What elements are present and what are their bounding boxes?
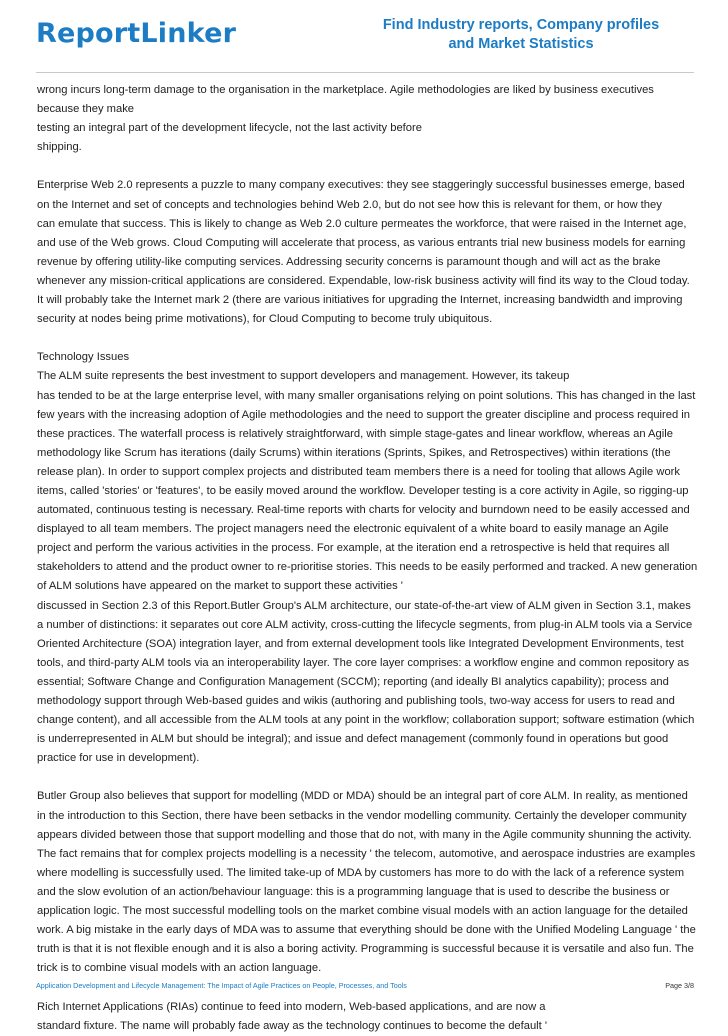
text-line: appears divided between those that support modelling and those that do not, with many in the Agile community shunning the activity.	[37, 828, 692, 841]
text-line: these practices. The waterfall process is relatively straightforward, with simple stage-gates and linear workflow, whereas an Agile	[37, 427, 673, 440]
text-line: standard fixture. The name will probably fade away as the technology continues to become the default '	[37, 1019, 548, 1032]
text-line: displayed to all team members. The project managers need the electronic equivalent of a white board to easily manage an Agile	[37, 523, 669, 536]
text-line: because they make	[37, 103, 135, 116]
text-line: Oriented Architecture (SOA) integration layer, and from external development tools like Integrated Development Environments, test	[37, 637, 684, 650]
header-divider	[36, 72, 694, 73]
text-line: where modelling is successfully used. The limited take-up of MDA by customers has more to do with the lack of a reference system	[37, 866, 685, 879]
document-body	[37, 81, 697, 1036]
text-line: discussed in Section 2.3 of this Report.Butler Group's ALM architecture, our state-of-the-art view of ALM given in Section 3.1, makes	[37, 599, 691, 612]
text-line: and use of the Web grows. Cloud Computing will accelerate that process, as various entrants trial new business models for earning	[37, 236, 686, 249]
text-line: revenue by offering utility-like computing services. Addressing security concerns is paramount though and will act as the brake	[37, 255, 661, 268]
text-line: Rich Internet Applications (RIAs) continue to feed into modern, Web-based applications, and are now a	[37, 1000, 546, 1013]
paragraph-break	[37, 768, 697, 787]
paragraph-break	[37, 329, 697, 348]
text-line: security at nodes being prime motivations), for Cloud Computing to become truly ubiquitous.	[37, 313, 493, 326]
text-line: project and perform the various activities in the process. For example, at the iteration end a retrospective is held that requires all	[37, 542, 670, 555]
text-line: tools, and third-party ALM tools via an interoperability layer. The core layer comprises: a workflow engine and common repository as	[37, 656, 690, 669]
text-line: items, called 'stories' or 'features', to be easily moved around the workflow. Developer testing is a core activity in Agile, so rigging-up	[37, 484, 689, 497]
text-line: Technology Issues	[37, 351, 130, 364]
text-line: shipping.	[37, 141, 82, 154]
text-line: It will probably take the Internet mark 2 (there are various initiatives for upgrading the Internet, increasing bandwidth and improving	[37, 294, 683, 307]
text-line: can emulate that success. This is likely to change as Web 2.0 culture permeates the workforce, that were raised in the Internet age,	[37, 217, 687, 230]
text-line: of ALM solutions have appeared on the market to support these activities '	[37, 580, 403, 593]
paragraph-break	[37, 157, 697, 176]
text-line: Butler Group also believes that support for modelling (MDD or MDA) should be an integral part of core ALM. In reality, as mentioned	[37, 790, 688, 803]
text-line: methodology like Scrum has iterations (daily Scrums) within iterations (Sprints, Spikes, and Retrospectives) within iterations (the	[37, 446, 671, 459]
text-line: truth is that it is not flexible enough and it is also a boring activity. Programming is successful because it is versatile and also fun. The	[37, 943, 694, 956]
text-line: and the slow evolution of an action/behaviour language: this is a programming language that is used to describe the business or	[37, 885, 670, 898]
text-line: The ALM suite represents the best investment to support developers and management. However, its takeup	[37, 370, 570, 383]
text-line: stakeholders to attend and the product owner to re-prioritise stories. This needs to be easily performed and tracked. A new generation	[37, 561, 698, 574]
text-line: automated, continuous testing is necessary. Real-time reports with charts for velocity and burndown need to be easily accessed and	[37, 504, 690, 517]
text-line: release plan). In order to support complex projects and distributed team members there is a need for tooling that allows Agile work	[37, 465, 680, 478]
header-tagline	[380, 16, 662, 54]
text-line: The fact remains that for complex projects modelling is a necessity ' the telecom, automotive, and aerospace industries are examples	[37, 847, 696, 860]
tagline-line-2: and Market Statistics	[448, 36, 594, 52]
page-header	[0, 0, 728, 70]
text-line: essential; Software Change and Configuration Management (SCCM); reporting (and ideally BI analytics capability); process and	[37, 675, 669, 688]
text-line: is underrepresented in ALM but should be integral); and issue and defect management (commonly found in operations but good	[37, 733, 669, 746]
text-line: has tended to be at the large enterprise level, with many smaller organisations relying on point solutions. This has changed in the last	[37, 389, 696, 402]
text-line: work. A big mistake in the early days of MDA was to assume that everything should be done with the Unified Modeling Language ' the	[37, 924, 696, 937]
text-line: testing an integral part of the development lifecycle, not the last activity before	[37, 122, 422, 135]
text-line: methodology support through Web-based guides and wikis (authoring and publishing tools, two-way access for users to read and	[37, 695, 675, 707]
text-line: change content), and all accessible from the ALM tools at any point in the workflow; collaboration support; software estimation (which	[37, 714, 695, 727]
text-line: trick is to combine visual models with an action language.	[37, 962, 322, 975]
text-line: wrong incurs long-term damage to the organisation in the marketplace. Agile methodologies are liked by business executives	[37, 84, 654, 96]
text-line: application logic. The most successful modelling tools on the market combine visual models with an action language for the detailed	[37, 905, 688, 918]
reportlinker-logo[interactable]: ReportLinker	[36, 18, 237, 49]
text-line: a number of distinctions: it separates out core ALM activity, cross-cutting the lifecycle segments, from plug-in ALM tools via a Service	[37, 618, 693, 631]
text-line: few years with the increasing adoption of Agile methodologies and the need to support the greater discipline and process required in	[37, 408, 691, 421]
page-number: Page 3/8	[665, 981, 694, 990]
text-line: in the introduction to this Section, there have been setbacks in the vendor modelling community. Certainly the developer community	[37, 809, 687, 822]
text-line: practice for use in development).	[37, 752, 200, 765]
text-line: Enterprise Web 2.0 represents a puzzle to many company executives: they see staggeringly successful businesses emerge, based	[37, 179, 685, 192]
text-line: on the Internet and set of concepts and technologies behind Web 2.0, but do not see how this is relevant for them, or how they	[37, 198, 662, 211]
tagline-line-1: Find Industry reports, Company profiles	[382, 17, 660, 33]
footer-title-link[interactable]: Application Development and Lifecycle Management: The Impact of Agile Practices on People, Processes, and Tools	[36, 981, 407, 990]
text-line: whenever any mission-critical applications are considered. Expendable, low-risk business activity will find its way to the Cloud today.	[37, 274, 690, 287]
